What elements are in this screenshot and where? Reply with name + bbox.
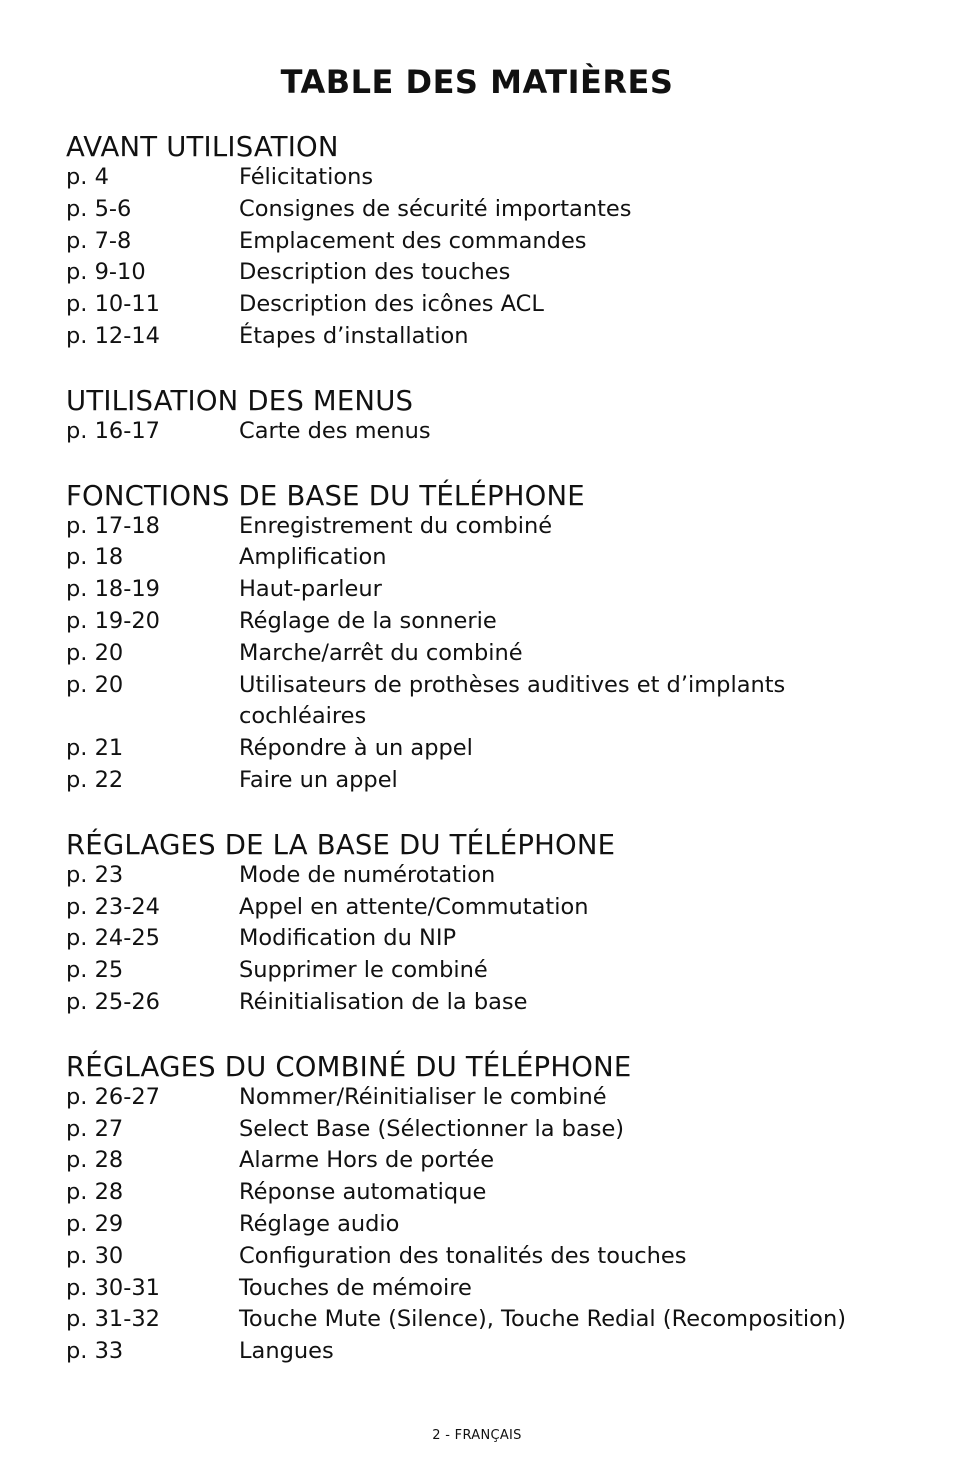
entry-page: p. 22 [66, 766, 124, 793]
section-heading: FONCTIONS DE BASE DU TÉLÉPHONE [66, 479, 585, 512]
toc-entry [66, 638, 906, 670]
entry-page: p. 16-17 [66, 417, 160, 444]
entry-title: Utilisateurs de prothèses auditives et d’implants cochléaires [239, 671, 786, 730]
entry-title: Supprimer le combiné [239, 957, 488, 984]
entry-title: Emplacement des commandes [239, 227, 587, 254]
entry-title: Consignes de sécurité importantes [239, 195, 632, 222]
entry-page: p. 4 [66, 164, 109, 190]
entry-title: Select Base (Sélectionner la base) [239, 1115, 625, 1142]
toc-entry [66, 1304, 906, 1336]
entry-title: Configuration des tonalités des touches [239, 1242, 687, 1269]
toc-entry [66, 1241, 906, 1273]
entry-page: p. 25-26 [66, 988, 160, 1015]
toc-entry [66, 1177, 906, 1209]
section-heading: RÉGLAGES DU COMBINÉ DU TÉLÉPHONE [66, 1050, 632, 1083]
entry-title: Haut-parleur [239, 576, 382, 603]
toc-entry [66, 226, 906, 258]
entry-title: Langues [239, 1338, 334, 1365]
entry-title: Faire un appel [239, 766, 398, 793]
toc-section [66, 128, 906, 353]
page-title: TABLE DES MATIÈRES [280, 63, 674, 101]
entry-title: Réponse automatique [239, 1179, 487, 1206]
entry-title: Modification du NIP [239, 925, 457, 952]
section-heading: UTILISATION DES MENUS [66, 384, 414, 417]
entry-page: p. 27 [66, 1115, 124, 1142]
toc-entry [66, 765, 906, 797]
toc-entry [66, 670, 906, 734]
toc-entry [66, 257, 906, 289]
entry-page: p. 18-19 [66, 576, 160, 603]
entry-title: Réinitialisation de la base [239, 988, 528, 1015]
entry-title: Marche/arrêt du combiné [239, 639, 523, 666]
entry-page: p. 30 [66, 1242, 124, 1269]
toc-entry [66, 1209, 906, 1241]
entry-page: p. 33 [66, 1338, 124, 1365]
entry-title: Appel en attente/Commutation [239, 893, 589, 920]
entry-page: p. 31-32 [66, 1306, 160, 1333]
entry-title: Amplification [239, 544, 387, 571]
entry-title: Réglage de la sonnerie [239, 607, 497, 634]
toc-entry [66, 542, 906, 574]
toc-entry [66, 574, 906, 606]
toc-entry [66, 162, 906, 194]
entry-title: Carte des menus [239, 417, 431, 444]
toc-section [66, 1048, 906, 1368]
toc-entry [66, 1114, 906, 1146]
entry-page: p. 18 [66, 544, 124, 571]
toc-entry [66, 1082, 906, 1114]
entry-title: Réglage audio [239, 1210, 400, 1237]
toc-entry [66, 321, 906, 353]
toc-section [66, 477, 906, 797]
toc-entry [66, 416, 906, 448]
toc-entry [66, 733, 906, 765]
entry-title: Mode de numérotation [239, 861, 496, 888]
entry-page: p. 29 [66, 1210, 124, 1237]
entry-page: p. 26-27 [66, 1083, 160, 1110]
section-heading: RÉGLAGES DE LA BASE DU TÉLÉPHONE [66, 828, 616, 861]
entry-page: p. 10-11 [66, 291, 160, 318]
entry-title: Enregistrement du combiné [239, 512, 553, 539]
toc-entry [66, 194, 906, 226]
toc-entry [66, 955, 906, 987]
entry-page: p. 25 [66, 957, 124, 984]
entry-page: p. 30-31 [66, 1274, 160, 1301]
toc-entry [66, 860, 906, 892]
entry-title: Répondre à un appel [239, 735, 473, 762]
entry-title: Félicitations [239, 164, 374, 190]
entry-title: Description des icônes ACL [239, 291, 544, 318]
toc-entry [66, 923, 906, 955]
entry-page: p. 17-18 [66, 512, 160, 539]
entry-title: Touches de mémoire [239, 1274, 472, 1301]
entry-title: Description des touches [239, 259, 511, 286]
entry-page: p. 5-6 [66, 195, 132, 222]
toc-entry [66, 1273, 906, 1305]
toc-entry [66, 511, 906, 543]
entry-page: p. 7-8 [66, 227, 132, 254]
toc-entry [66, 1145, 906, 1177]
toc-entry [66, 289, 906, 321]
toc-section [66, 382, 906, 448]
entry-page: p. 21 [66, 735, 124, 762]
entry-title: Alarme Hors de portée [239, 1147, 495, 1174]
entry-page: p. 28 [66, 1179, 124, 1206]
entry-page: p. 23-24 [66, 893, 160, 920]
entry-page: p. 24-25 [66, 925, 160, 952]
entry-page: p. 28 [66, 1147, 124, 1174]
toc-entry [66, 892, 906, 924]
entry-page: p. 20 [66, 639, 124, 666]
entry-page: p. 9-10 [66, 259, 146, 286]
toc-entry [66, 987, 906, 1019]
entry-title: Nommer/Réinitialiser le combiné [239, 1083, 607, 1110]
entry-title: Touche Mute (Silence), Touche Redial (Recomposition) [239, 1306, 846, 1333]
entry-page: p. 23 [66, 861, 124, 888]
section-heading: AVANT UTILISATION [66, 131, 339, 163]
entry-page: p. 19-20 [66, 607, 160, 634]
page-footer: 2 - FRANÇAIS [432, 1428, 522, 1443]
entry-page: p. 12-14 [66, 322, 160, 349]
toc-entry [66, 606, 906, 638]
table-of-contents [66, 128, 906, 1397]
entry-page: p. 20 [66, 671, 124, 698]
toc-section [66, 826, 906, 1019]
toc-entry [66, 1336, 906, 1368]
entry-title: Étapes d’installation [239, 322, 469, 349]
